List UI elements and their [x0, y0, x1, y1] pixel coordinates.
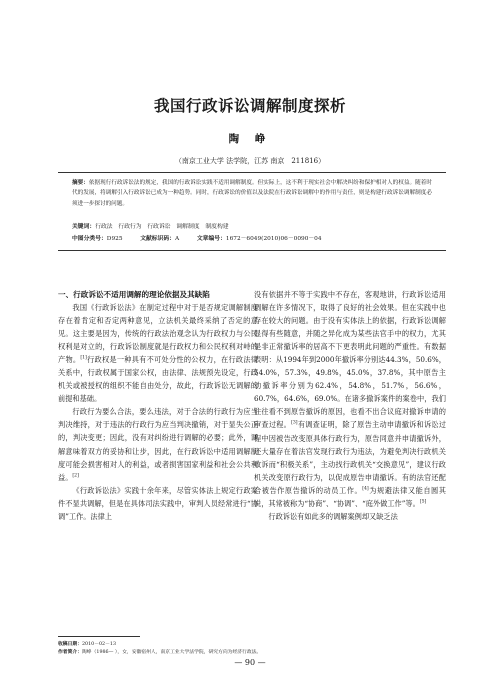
doc-code-value: A: [175, 236, 180, 242]
abstract-label: 摘要：: [72, 180, 89, 186]
received-label: 收稿日期：: [58, 641, 82, 647]
author-bio-value: 陶峥（1986— ），女，安徽宿州人，南京工业大学法学院，研究方向为经济行政法。: [82, 650, 262, 655]
abstract-text: 依据现行行政诉讼法的规定，我国的行政诉讼实践不适用调解制度。但实际上，这不利于现实社会中解决纠纷和保护相对人的权益。随着时代的发展，将调解引入行政诉讼已成为一种趋势。同时，行政诉讼的价值以及法院在行政诉讼调解中的作用与责任，则是构建行政诉讼调解制度必须进一步探讨的问题。: [72, 180, 432, 207]
clc-label: 中图分类号：: [72, 236, 107, 242]
abstract-bottom-rule: [58, 250, 446, 251]
author-bio-note: [58, 648, 261, 655]
keywords-line: [72, 221, 432, 230]
classification-line: [72, 233, 432, 242]
received-value: 2010－02－13: [82, 642, 117, 647]
author-name: 陶 峥: [228, 133, 272, 145]
paragraph: 没有依据并不等于实践中不存在，客观地讲，行政诉讼适用调解在许多情况下，取得了良好的社会效果。但在实践中也存在较大的问题。由于没有实体法上的依据，行政诉讼调解显得有些随意，并随之异化成为某些法官手中的权力，尤其是非正常撤诉率的居高不下更表明此问题的严重性。有数据表明：从1994年到2000年撤诉率分别达44.3%，50.6%，54.0%，57.3%，49.8%，45.0%，37.8%，其中原告主动撤诉率分别为62.4%，54.8%，51.7%，56.6%，60.7%，64.6%，69.0%。在诸多撤诉案件的案卷中，我们往往看不到原告撤诉的原因，也看不出合议庭对撤诉申请的审查过程。[3]有调查证明，除了原告主动申请撤诉和诉讼过程中因被告改变原具体行政行为，原告同意并申请撤诉外，还大量存在着法官发现行政行为违法，为避免判决行政机关败诉而“积极关系”，主动找行政机关“交换意见”，建议行政机关改变原行政行为，以促成原告申请撤诉。有的法官还配合被告作原告撤诉的动员工作。[4]为规避法律又能自圆其说，其常被称为“协商”、“协调”、“庭外做工作”等。[5]: [254, 290, 446, 508]
keywords-text: 行政法 行政行为 行政诉讼 调解制度 制度构建: [95, 224, 229, 230]
doc-code-label: 文献标识码：: [140, 236, 175, 242]
citation-ref: [1]: [80, 355, 87, 361]
citation-ref: [2]: [72, 473, 79, 479]
paragraph: 《行政诉讼法》实践十余年来，尽管实体法上规定行政案件不显共调解，但是在具体司法实践中，审判人员经常进行“协调”工作。法律上: [58, 485, 258, 521]
paragraph: 行政行为要么合法，要么违法，对于合法的行政行为应当判决维持，对于违法的行政行为应当判决撤销，对于显失公正的，判决变更；因此，没有对纠纷进行调解的必要；此外，调解意味着双方的妥协和让步，因此，在行政诉讼中适用调解制度可能会损害相对人的利益，或者损害国家利益和社会公共利益。[2]: [58, 407, 258, 482]
author-bio-label: 作者简介：: [58, 649, 82, 655]
left-column: [58, 288, 258, 523]
author-affiliation: （南京工业大学 法学院，江苏 南京 211816）: [174, 157, 326, 165]
paragraph: 行政诉讼有如此多的调解案例却又缺乏法: [268, 511, 398, 521]
article-number-value: 1672－6049(2010)06－0090－04: [225, 236, 322, 242]
citation-ref: [4]: [362, 486, 369, 492]
clc-value: D925: [106, 236, 123, 242]
citation-ref: [5]: [419, 499, 427, 505]
citation-ref: [3]: [291, 421, 298, 427]
paragraph: 我国《行政诉讼法》在制定过程中对于是否规定调解制度存在着肯定和否定两种意见，立法机关最终采纳了否定的意见。这主要是因为，传统的行政法治观念认为行政权力与公民权利是对立的，行政诉讼制度就是行政权力和公民权利对峙的产物。[1]行政权是一种具有不可处分性的公权力，在行政法律关系中，行政权属于国家公权，由法律、法规预先设定，行政机关或被授权的组织不能自由处分，故此，行政诉讼无调解的前提和基础。: [58, 303, 258, 404]
section-heading-1: 一、行政诉讼不适用调解的理论依据及其缺陷: [58, 290, 210, 299]
right-column: [254, 288, 446, 523]
keywords-label: 关键词：: [72, 224, 96, 230]
footnote-rule: [58, 636, 140, 637]
received-date-note: [58, 640, 116, 647]
abstract-top-rule: [58, 172, 446, 173]
article-number-label: 文章编号：: [196, 236, 226, 242]
paper-title: 我国行政诉讼调解制度探析: [153, 97, 346, 115]
page-number: — 90 —: [234, 658, 266, 667]
abstract: [72, 178, 432, 209]
